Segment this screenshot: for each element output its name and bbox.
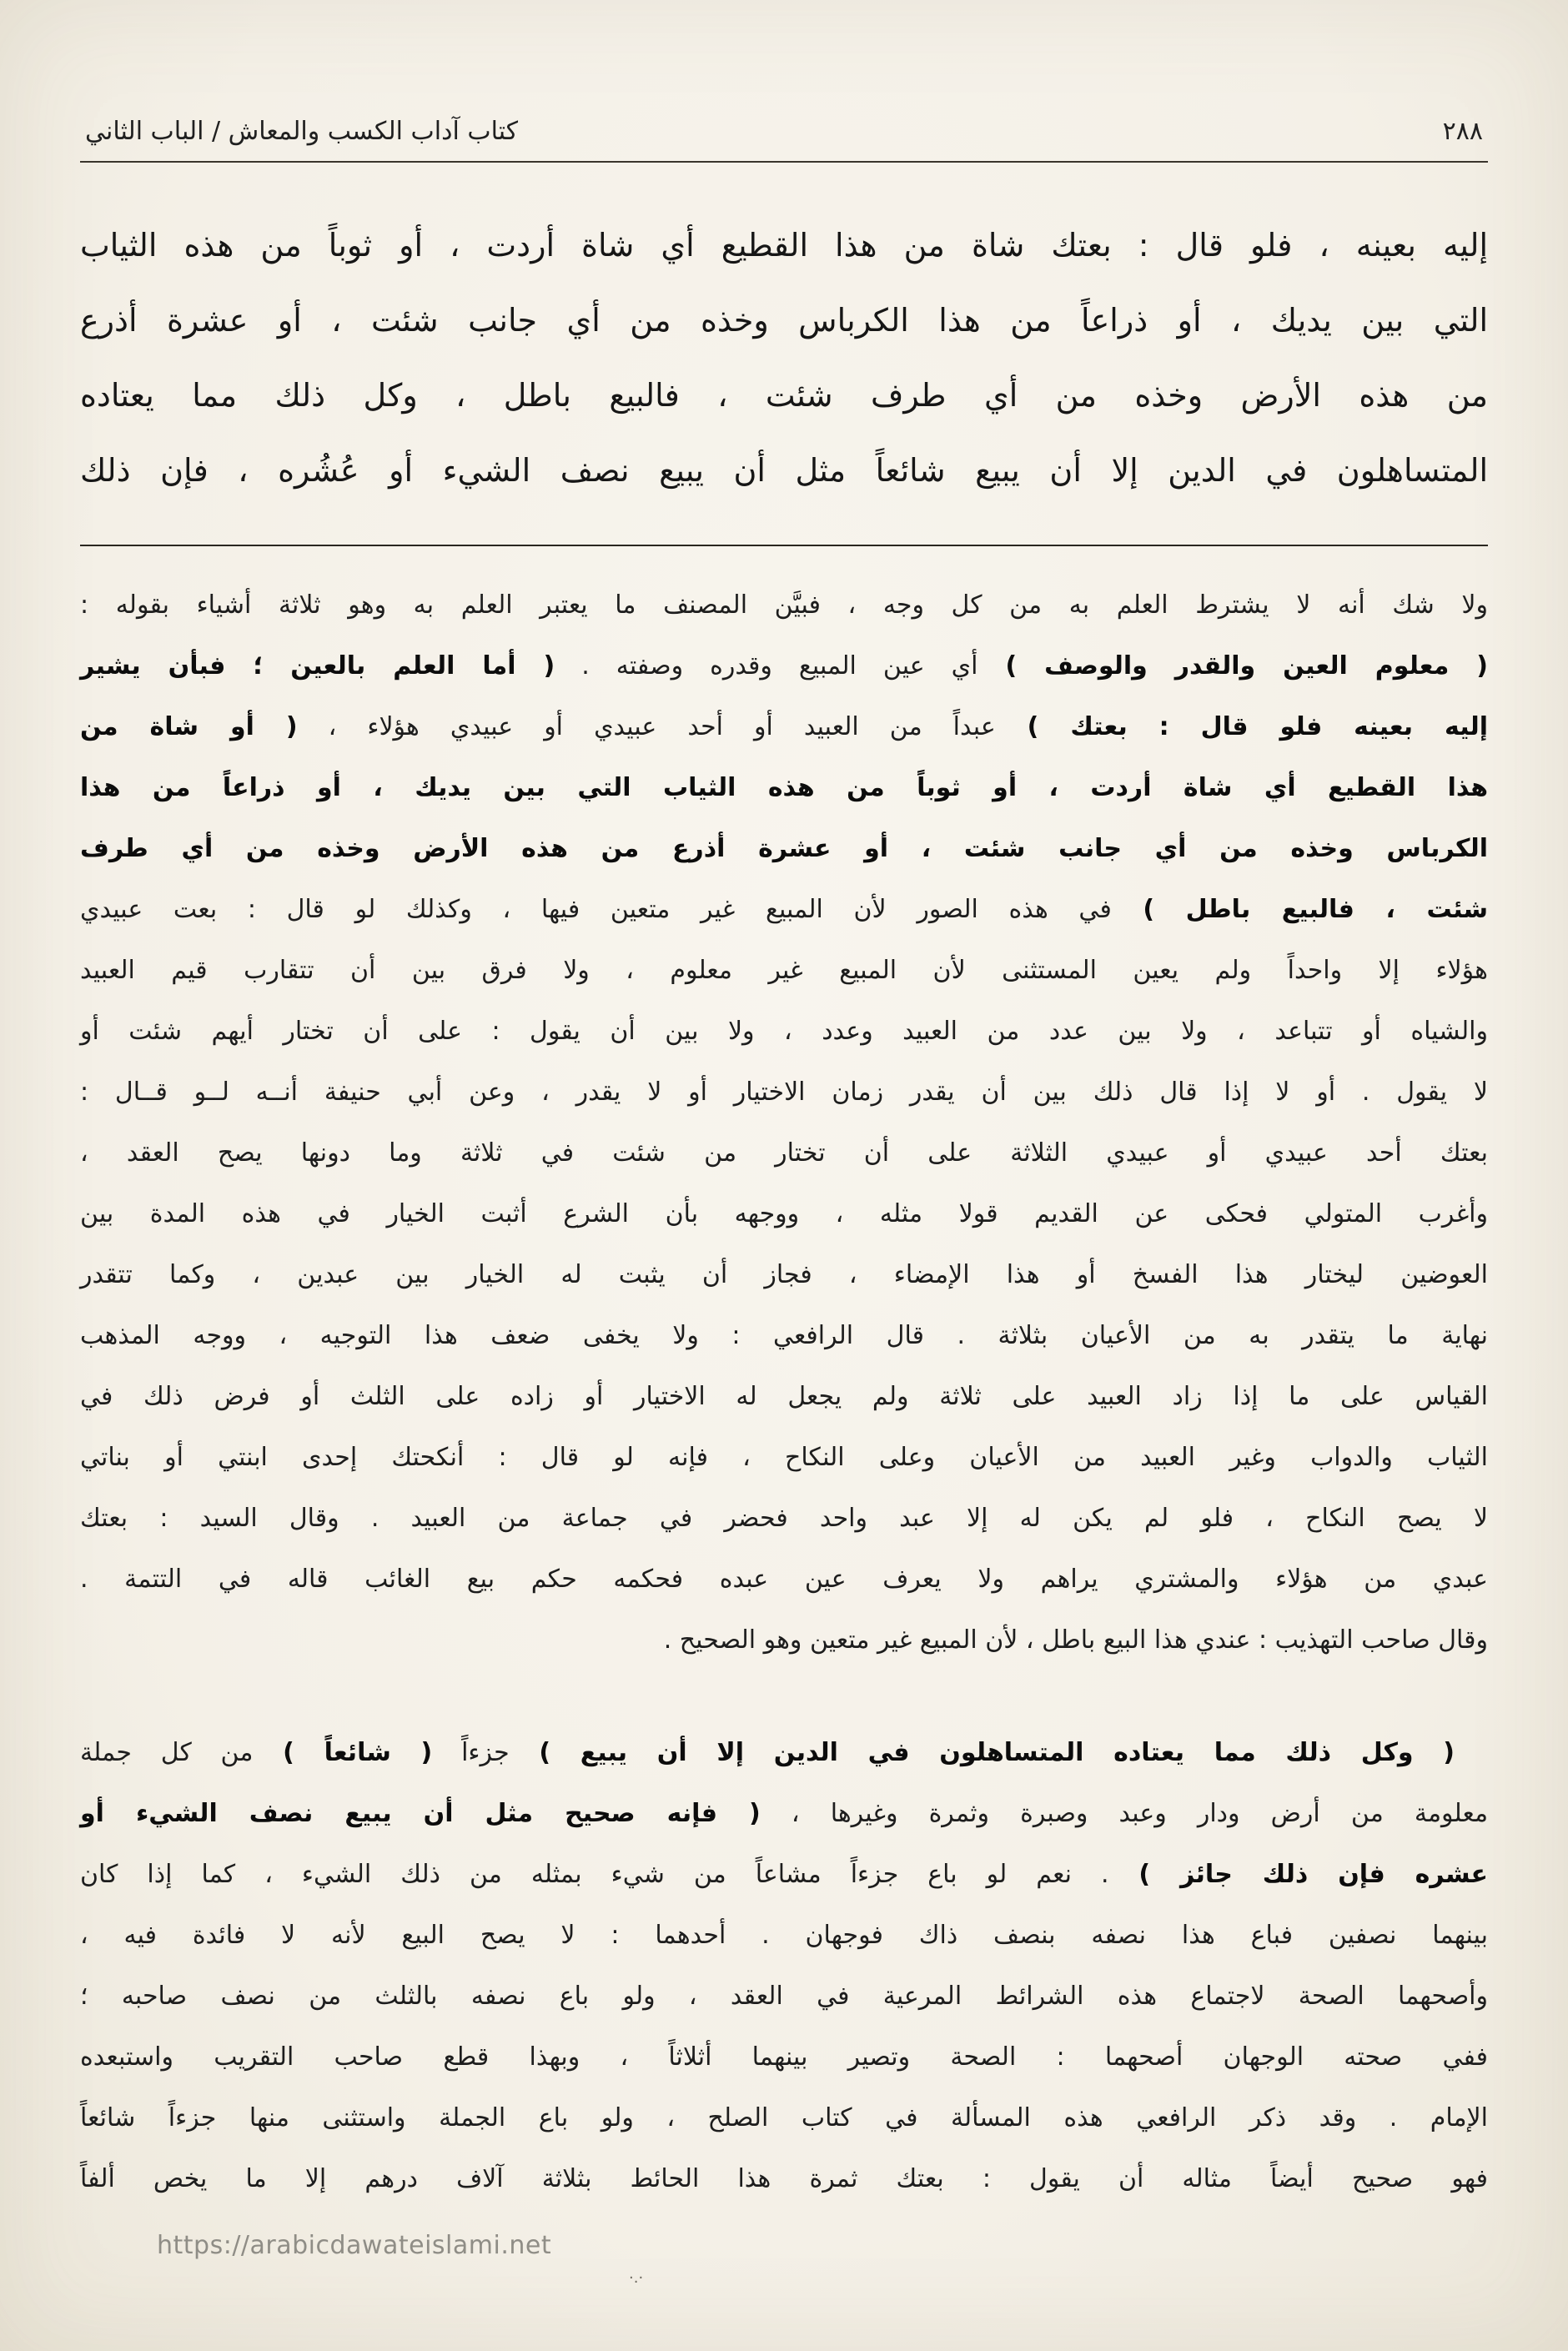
commentary-section xyxy=(80,575,1488,2209)
section-separator xyxy=(80,545,1488,546)
text-line xyxy=(80,635,1488,696)
text-line xyxy=(80,1427,1488,1488)
text-segment: إليه بعينه ، فلو قال : بعتك شاة من هذا القطيع أي شاة أردت ، أو ثوباً من هذه الثياب xyxy=(80,227,1488,264)
text-segment: والشياه أو تتباعد ، ولا بين عدد من العبيد وعدد ، ولا بين أن يقول : على أن تختار أيهم شئت أو xyxy=(80,1017,1488,1046)
text-line xyxy=(80,1123,1488,1183)
text-line xyxy=(80,575,1488,635)
text-segment: نهاية ما يتقدر به من الأعيان بثلاثة . قال الرافعي : ولا يخفى ضعف هذا التوجيه ، ووجه المذهب xyxy=(80,1321,1488,1350)
text-line xyxy=(80,1305,1488,1366)
text-segment: ولا شك أنه لا يشترط العلم به من كل وجه ، فبيَّن المصنف ما يعتبر العلم به وهو ثلاثة أشياء بقوله : xyxy=(80,590,1488,620)
matn-quote-segment: هذا القطيع أي شاة أردت ، أو ثوباً من هذه الثياب التي بين يديك ، أو ذراعاً من هذا xyxy=(80,773,1488,802)
text-line xyxy=(80,757,1488,818)
text-segment: الثياب والدواب وغير العبيد من الأعيان وعلى النكاح ، فإنه لو قال : أنكحتك إحدى ابنتي أو بناتي xyxy=(80,1443,1488,1472)
text-segment: المتساهلون في الدين إلا أن يبيع شائعاً مثل أن يبيع نصف الشيء أو عُشُره ، فإن ذلك xyxy=(80,452,1488,489)
text-line xyxy=(80,1844,1488,1905)
text-segment: ففي صحته الوجهان أصحهما : الصحة وتصير بينهما أثلاثاً ، وبهذا قطع صاحب التقريب واستبعده xyxy=(80,2042,1488,2072)
text-segment: أي عين المبيع وقدره وصفته . xyxy=(555,651,978,681)
matn-quote-segment: عشره فإن ذلك جائز ) xyxy=(1108,1860,1488,1889)
text-segment: معلومة من أرض ودار وعبد وصبرة وثمرة وغيرها ، xyxy=(760,1799,1489,1828)
text-line xyxy=(80,1783,1488,1844)
text-line xyxy=(80,1722,1488,1783)
matn-quote-segment: ( معلوم العين والقدر والوصف ) xyxy=(977,651,1488,681)
text-line xyxy=(80,1488,1488,1549)
text-line xyxy=(80,1183,1488,1244)
text-line xyxy=(80,358,1488,433)
text-segment: وقال صاحب التهذيب : عندي هذا البيع باطل ، لأن المبيع غير متعين وهو الصحيح . xyxy=(663,1625,1488,1655)
text-line xyxy=(80,818,1488,879)
text-segment: من هذه الأرض وخذه من أي طرف شئت ، فالبيع باطل ، وكل ذلك مما يعتاده xyxy=(80,377,1488,414)
text-line xyxy=(80,2027,1488,2087)
header-rule xyxy=(80,161,1488,163)
matn-quote-segment: ( أو شاة من xyxy=(80,712,298,741)
page-header xyxy=(80,117,1488,163)
text-line xyxy=(80,1549,1488,1610)
text-segment: لا يقول . أو لا إذا قال ذلك بين أن يقدر زمان الاختيار أو لا يقدر ، وعن أبي حنيفة أنــه لــو قــال : xyxy=(80,1078,1488,1107)
matn-quote-segment: الكرباس وخذه من أي جانب شئت ، أو عشرة أذرع من هذه الأرض وخذه من أي طرف xyxy=(80,834,1488,863)
text-line xyxy=(80,433,1488,508)
commentary-paragraph xyxy=(80,575,1488,1670)
matn-quote-segment: ( وكل ذلك مما يعتاده المتساهلون في الدين إلا أن يبيع ) xyxy=(509,1738,1455,1767)
text-line xyxy=(80,1366,1488,1427)
text-segment: فهو صحيح أيضاً مثاله أن يقول : بعتك ثمرة هذا الحائط بثلاثة آلاف درهم إلا ما يخص ألفاً xyxy=(80,2164,1488,2193)
page-number: ٢٨٨ xyxy=(1442,117,1483,146)
text-line xyxy=(80,1905,1488,1966)
matn-quote-segment: إليه بعينه فلو قال : بعتك ) xyxy=(995,712,1488,741)
main-text xyxy=(80,208,1488,508)
text-segment: بعتك أحد عبيدي أو عبيدي الثلاثة على أن تختار من شئت في ثلاثة وما دونها يصح العقد ، xyxy=(80,1138,1488,1168)
matn-quote-segment: ( فإنه صحيح مثل أن يبيع نصف الشيء أو xyxy=(80,1799,761,1828)
text-line xyxy=(80,1610,1488,1670)
text-segment: العوضين ليختار هذا الفسخ أو هذا الإمضاء ، فجاز أن يثبت له الخيار بين عبدين ، وكما تتقدر xyxy=(80,1260,1488,1289)
matn-quote-segment: ( شائعاً ) xyxy=(253,1738,433,1767)
text-segment: جزءاً xyxy=(432,1738,510,1767)
text-line xyxy=(80,1062,1488,1123)
text-line xyxy=(80,696,1488,757)
text-segment: . نعم لو باع جزءاً مشاعاً من شيء بمثله من ذلك الشيء ، كما إذا كان xyxy=(80,1860,1109,1889)
page-footer xyxy=(80,2226,1488,2301)
text-line xyxy=(80,1966,1488,2027)
text-segment: وأغرب المتولي فحكى عن القديم قولا مثله ، ووجهه بأن الشرع أثبت الخيار في هذه المدة بين xyxy=(80,1199,1488,1228)
text-segment: لا يصح النكاح ، فلو لم يكن له إلا عبد واحد فحضر في جماعة من العبيد . وقال السيد : بعتك xyxy=(80,1504,1488,1533)
text-segment: الإمام . وقد ذكر الرافعي هذه المسألة في كتاب الصلح ، ولو باع الجملة واستثنى منها جزءاً شائعاً xyxy=(80,2103,1488,2132)
text-line xyxy=(80,879,1488,940)
text-line xyxy=(80,940,1488,1001)
text-segment: من كل جملة xyxy=(80,1738,254,1767)
text-line xyxy=(80,283,1488,358)
text-segment: عبداً من العبيد أو أحد عبيدي أو عبيدي هؤلاء ، xyxy=(297,712,996,741)
text-segment: التي بين يديك ، أو ذراعاً من هذا الكرباس وخذه من أي جانب شئت ، أو عشرة أذرع xyxy=(80,302,1488,339)
header-row xyxy=(80,117,1488,146)
text-segment: وأصحهما الصحة لاجتماع هذه الشرائط المرعية في العقد ، ولو باع نصفه بالثلث من نصف صاحبه ؛ xyxy=(80,1982,1488,2011)
text-segment: القياس على ما إذا زاد العبيد على ثلاثة ولم يجعل له الاختيار أو زاده على الثلث أو فرض ذلك في xyxy=(80,1382,1488,1411)
text-line xyxy=(80,1001,1488,1062)
text-segment: بينهما نصفين فباع هذا نصفه بنصف ذاك فوجهان . أحدهما : لا يصح البيع لأنه لا فائدة فيه ، xyxy=(80,1921,1488,1950)
text-segment: هؤلاء إلا واحداً ولم يعين المستثنى لأن المبيع غير معلوم ، ولا فرق بين أن تتقارب قيم العبيد xyxy=(80,956,1488,985)
commentary-paragraph xyxy=(80,1722,1488,2209)
text-line xyxy=(80,2087,1488,2148)
text-line xyxy=(80,208,1488,283)
book-title: كتاب آداب الكسب والمعاش / الباب الثاني xyxy=(85,117,519,146)
text-line xyxy=(80,1244,1488,1305)
matn-quote-segment: شئت ، فالبيع باطل ) xyxy=(1111,895,1488,924)
watermark-text: https://arabicdawateislami.net xyxy=(157,2231,552,2260)
text-segment: عبدي من هؤلاء والمشتري يراهم ولا يعرف عين عبده فحكمه حكم بيع الغائب قاله في التتمة . xyxy=(80,1565,1488,1594)
text-segment: في هذه الصور لأن المبيع غير متعين فيها ، وكذلك لو قال : بعت عبيدي xyxy=(80,895,1112,924)
bottom-mark: ·.· xyxy=(629,2269,644,2287)
text-line xyxy=(80,2148,1488,2209)
matn-quote-segment: ( أما العلم بالعين ؛ فبأن يشير xyxy=(80,651,555,681)
